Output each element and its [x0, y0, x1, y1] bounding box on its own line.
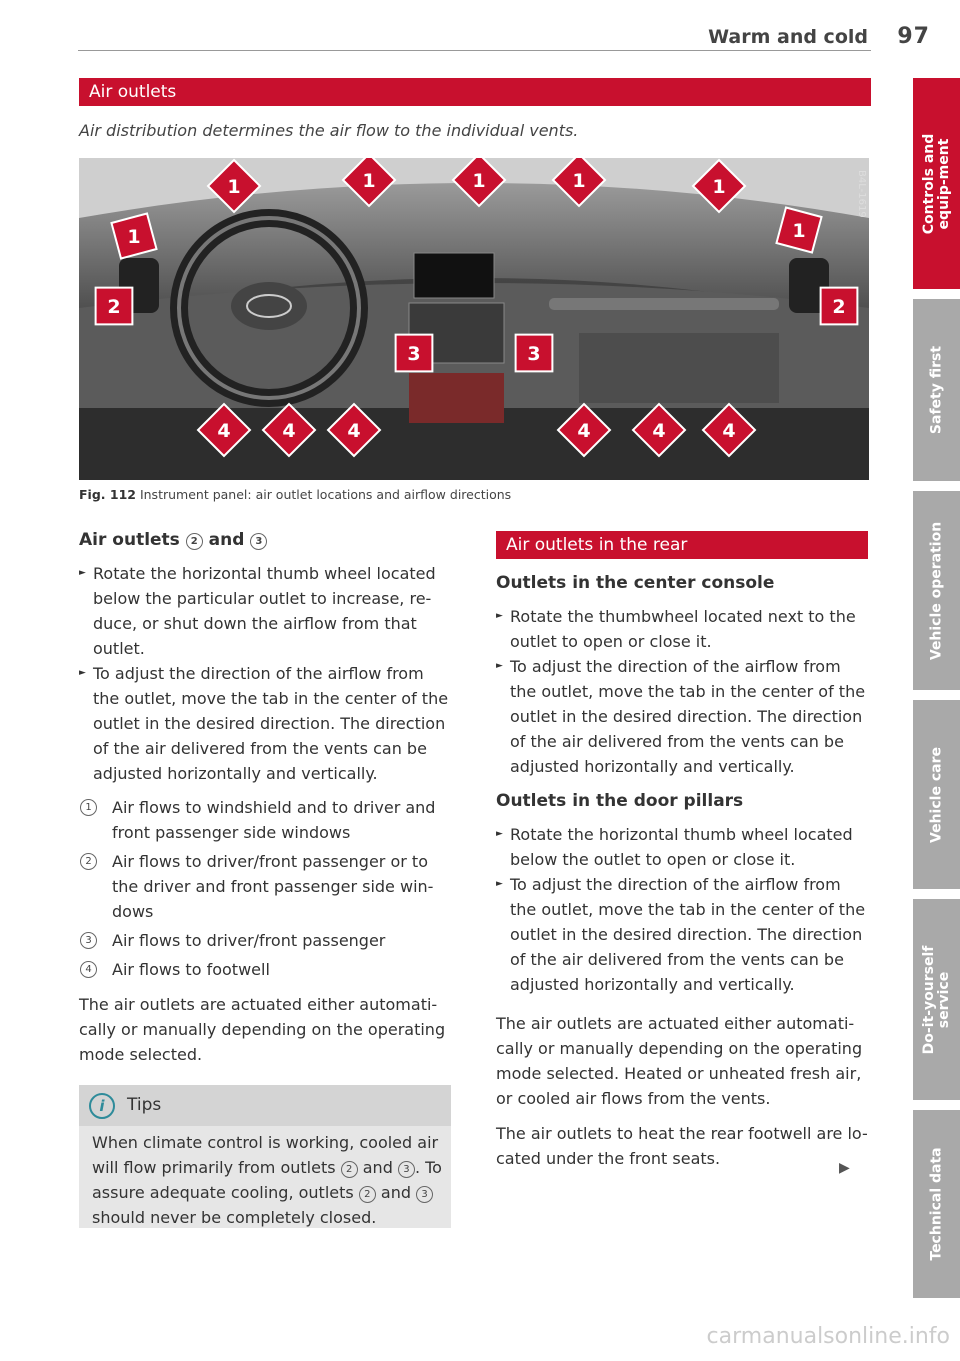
tips-title: Tips — [127, 1095, 162, 1115]
airflow-marker-label: 4 — [652, 420, 666, 442]
door-pillars-heading: Outlets in the door pillars — [496, 791, 744, 811]
airflow-marker-label: 2 — [107, 296, 121, 318]
running-header-title: Warm and cold — [708, 26, 868, 48]
rear-outlets-title-bar — [496, 531, 868, 559]
paragraph: The air outlets to heat the rear footwell are lo-cated under the front seats. — [496, 1124, 868, 1168]
airflow-marker-label: 3 — [407, 343, 421, 365]
section-title-bar — [79, 78, 871, 106]
side-tab-label: Technical data — [928, 1147, 944, 1261]
legend-num: 2 — [80, 853, 97, 870]
airflow-marker-label: 2 — [832, 296, 846, 318]
legend-item — [79, 928, 451, 953]
airflow-marker-label: 3 — [527, 343, 541, 365]
rear-outlets-title: Air outlets in the rear — [506, 535, 688, 555]
bullet: ► To adjust the direction of the airflow from the outlet, move the tab in the center of the outlet in the desired direction. The direction of the air delivered from the vents can be adjusted horizontally and vertically. — [79, 661, 451, 786]
airflow-marker-label: 4 — [217, 420, 231, 442]
airflow-marker-label: 4 — [347, 420, 361, 442]
dashboard-illustration — [79, 158, 869, 480]
legend-text: Air flows to driver/front passenger — [112, 931, 386, 950]
tips-text-part: and — [380, 1183, 412, 1202]
tips-text-part: When climate control is working, cooled air will flow primarily from outlets — [92, 1133, 439, 1177]
continue-arrow-icon: ▶ — [839, 1160, 850, 1176]
side-tab-vehicle-care[interactable] — [913, 700, 960, 889]
airflow-marker-label: 1 — [572, 170, 586, 192]
bullet: ► Rotate the horizontal thumb wheel located below the particular outlet to increase, re-duce, or shut down the airflow from that outlet. — [79, 561, 451, 661]
legend-num: 1 — [80, 799, 97, 816]
figure-caption — [79, 487, 511, 502]
tips-text-part: should never be completely closed. — [92, 1208, 377, 1227]
tips-num: 2 — [341, 1161, 358, 1178]
tips-num: 2 — [359, 1186, 376, 1203]
watermark: carmanualsonline.info — [706, 1324, 950, 1349]
side-tab-vehicle-operation[interactable] — [913, 491, 960, 690]
legend-item — [79, 957, 451, 982]
bullet: ► Rotate the thumbwheel located next to the outlet to open or close it. — [496, 604, 868, 654]
bullet: ► Rotate the horizontal thumb wheel located below the outlet to open or close it. — [496, 822, 868, 872]
tips-num: 3 — [416, 1186, 433, 1203]
side-tab-controls[interactable] — [913, 78, 960, 289]
figure-code: B4L-1619 — [856, 170, 867, 218]
side-tab-label: Safety first — [928, 345, 944, 435]
figure-caption-text: Instrument panel: air outlet locations and airflow directions — [139, 487, 512, 502]
heading-num-3: 3 — [250, 533, 267, 550]
side-tab-label: Vehicle operation — [928, 521, 944, 660]
page-number: 97 — [897, 24, 930, 49]
legend-item — [79, 795, 451, 845]
airflow-marker-label: 1 — [472, 170, 486, 192]
legend-text: Air flows to footwell — [112, 960, 270, 979]
airflow-marker-label: 1 — [362, 170, 376, 192]
legend-num: 3 — [80, 932, 97, 949]
airflow-marker-label: 1 — [227, 176, 241, 198]
airflow-marker-label: 1 — [127, 226, 141, 248]
bullet: ► To adjust the direction of the airflow from the outlet, move the tab in the center of the outlet in the desired direction. The direction of the air delivered from the vents can be adjusted horizontally and vertically. — [496, 872, 868, 997]
figure-instrument-panel — [79, 158, 869, 480]
legend-num: 4 — [80, 961, 97, 978]
heading-and: and — [208, 530, 245, 550]
legend-item — [79, 849, 451, 924]
paragraph: The air outlets are actuated either automati-cally or manually depending on the operating mode selected. — [79, 995, 446, 1064]
figure-number: Fig. 112 — [79, 487, 136, 502]
side-tab-label: Do-it-yourself service — [920, 945, 952, 1054]
air-outlets-heading — [79, 528, 451, 553]
tips-text-part: and — [362, 1158, 393, 1177]
side-tab-label: Controls and equip-ment — [920, 133, 952, 234]
left-column — [79, 528, 451, 1067]
airflow-marker-label: 4 — [722, 420, 736, 442]
center-console-heading: Outlets in the center console — [496, 573, 775, 593]
right-column — [496, 571, 868, 1171]
section-title: Air outlets — [89, 82, 177, 102]
info-icon: i — [89, 1093, 115, 1119]
airflow-marker-label: 4 — [577, 420, 591, 442]
lead-text: Air distribution determines the air flow to the individual vents. — [79, 121, 579, 140]
paragraph: The air outlets are actuated either automati-cally or manually depending on the operating mode selected. Heated or unheated fresh air, or cooled air flows from the vents. — [496, 1014, 863, 1108]
side-tab-label: Vehicle care — [928, 746, 944, 843]
tips-num: 3 — [398, 1161, 415, 1178]
tips-header — [79, 1085, 451, 1126]
airflow-marker-label: 1 — [712, 176, 726, 198]
legend-text: Air flows to driver/front passenger or to the driver and front passenger side win-dows — [112, 852, 434, 921]
heading-text: Air outlets — [79, 530, 180, 550]
tips-box — [79, 1085, 451, 1228]
airflow-marker-label: 4 — [282, 420, 296, 442]
header-rule — [78, 50, 871, 51]
tips-text — [92, 1130, 442, 1230]
tips-text-part: . To assure adequate cooling, outlets — [92, 1158, 442, 1202]
bullet: ► To adjust the direction of the airflow from the outlet, move the tab in the center of the outlet in the desired direction. The direction of the air delivered from the vents can be adjusted horizontally and vertically. — [496, 654, 868, 779]
legend-text: Air flows to windshield and to driver and front passenger side windows — [112, 798, 436, 842]
airflow-marker-label: 1 — [792, 220, 806, 242]
heading-num-2: 2 — [186, 533, 203, 550]
side-tab-diy[interactable] — [913, 899, 960, 1100]
side-tab-safety[interactable] — [913, 299, 960, 481]
side-tab-technical-data[interactable] — [913, 1110, 960, 1298]
